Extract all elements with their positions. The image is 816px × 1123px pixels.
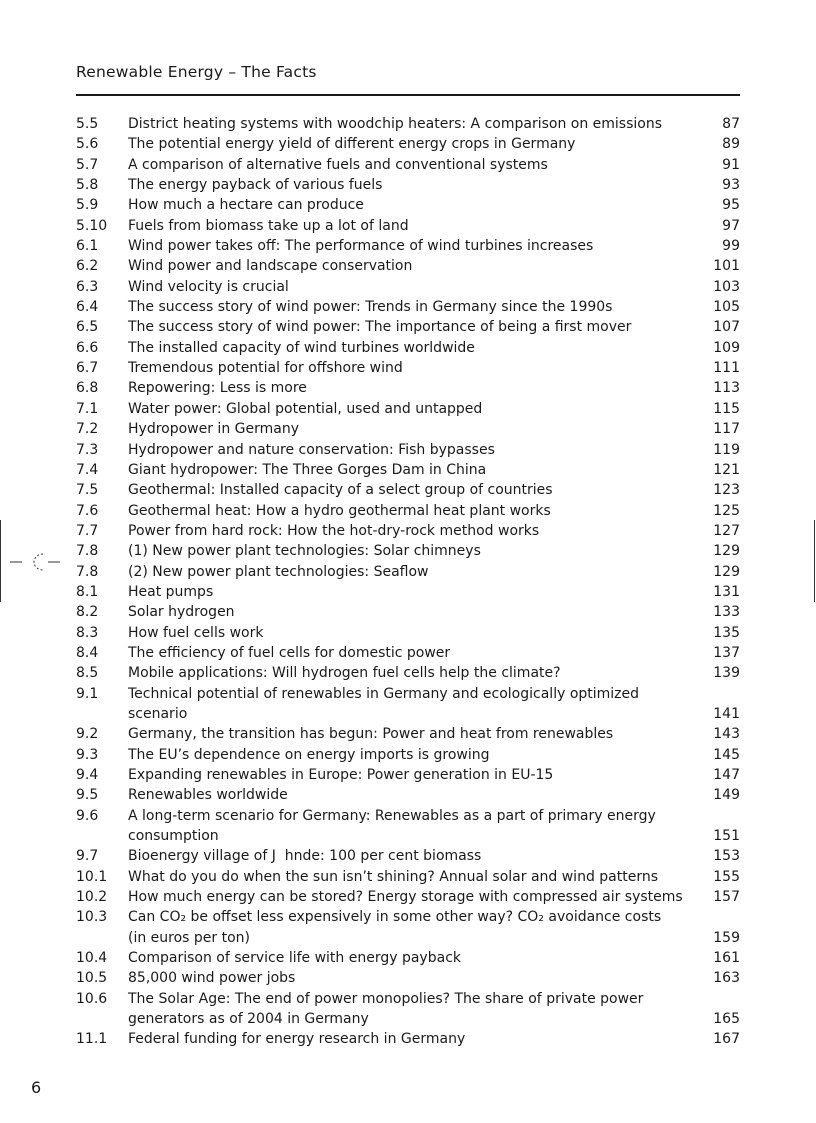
toc-entry-page: 163 (713, 970, 740, 987)
toc-entry[interactable] (76, 704, 740, 724)
toc-entry-title: Geothermal heat: How a hydro geothermal heat plant works (128, 502, 551, 519)
toc-entry-page: 147 (713, 767, 740, 783)
toc-entry[interactable] (76, 724, 740, 744)
toc-entry-title: Bioenergy village of J hnde: 100 per cent biomass (128, 848, 482, 865)
toc-entry-number: 6.5 (76, 319, 99, 336)
toc-entry-title: The installed capacity of wind turbines worldwide (128, 339, 475, 356)
toc-entry[interactable] (76, 928, 740, 948)
toc-entry-page: 129 (713, 543, 740, 560)
toc-entry-title: Technical potential of renewables in Germany and ecologically optimized (128, 685, 640, 702)
toc-entry-number: 8.2 (76, 604, 99, 621)
running-head: Renewable Energy – The Facts (76, 63, 317, 81)
toc-entry[interactable] (76, 358, 740, 378)
toc-entry[interactable] (76, 378, 740, 398)
toc-entry-number: 5.7 (76, 156, 99, 173)
toc-entry-title: Wind power takes off: The performance of wind turbines increases (128, 238, 594, 255)
toc-entry-number: 10.6 (76, 990, 108, 1007)
toc-entry-title: scenario (128, 705, 188, 722)
toc-entry[interactable] (76, 175, 740, 195)
toc-entry-number: 6.2 (76, 258, 99, 275)
toc-entry-title: The energy payback of various fuels (128, 177, 383, 194)
table-of-contents (76, 114, 740, 1050)
toc-entry-title: Mobile applications: Will hydrogen fuel cells help the climate? (128, 665, 561, 682)
toc-entry-page: 137 (713, 644, 740, 661)
toc-entry-page: 115 (713, 400, 740, 417)
toc-entry-title: consumption (128, 828, 219, 845)
toc-entry-title: Wind velocity is crucial (128, 278, 289, 295)
toc-entry[interactable] (76, 216, 740, 236)
toc-entry[interactable] (76, 155, 740, 175)
toc-entry-title: The efficiency of fuel cells for domestic power (128, 644, 451, 661)
toc-entry-page: 139 (713, 665, 740, 682)
toc-entry-title: Tremendous potential for offshore wind (128, 360, 403, 377)
toc-entry-number: 7.3 (76, 441, 99, 458)
toc-entry-page: 145 (713, 746, 740, 763)
toc-entry[interactable] (76, 236, 740, 256)
toc-entry-number: 6.1 (76, 238, 99, 255)
toc-entry[interactable] (76, 765, 740, 785)
toc-entry-page: 143 (713, 726, 740, 743)
toc-entry[interactable] (76, 277, 740, 297)
toc-entry-page: 117 (713, 421, 740, 438)
toc-entry-page: 129 (713, 563, 740, 580)
toc-entry-page: 159 (713, 929, 740, 946)
toc-entry-number (76, 704, 128, 724)
toc-entry-title: Repowering: Less is more (128, 380, 307, 397)
toc-entry-title: 85,000 wind power jobs (128, 970, 296, 987)
toc-entry[interactable] (76, 134, 740, 154)
toc-entry-page: 105 (713, 299, 740, 316)
toc-entry-title: Renewables worldwide (128, 787, 288, 804)
toc-entry-number: 9.1 (76, 685, 99, 702)
toc-entry-page: 167 (713, 1031, 740, 1048)
toc-entry-title: How much energy can be stored? Energy storage with compressed air systems (128, 889, 683, 906)
toc-entry[interactable] (76, 480, 740, 500)
toc-entry-number: 7.5 (76, 482, 99, 499)
toc-entry[interactable] (76, 887, 740, 907)
toc-entry-title: Power from hard rock: How the hot-dry-rock method works (128, 522, 540, 539)
toc-entry-number: 6.6 (76, 339, 99, 356)
toc-entry[interactable] (76, 684, 740, 704)
toc-entry[interactable] (76, 643, 740, 663)
toc-entry[interactable] (76, 663, 740, 683)
toc-entry[interactable] (76, 968, 740, 988)
toc-entry-title: Comparison of service life with energy payback (128, 950, 461, 967)
toc-entry[interactable] (76, 1029, 740, 1049)
toc-entry-number: 6.7 (76, 360, 99, 377)
toc-entry-page: 95 (722, 197, 740, 214)
crop-mark-right (814, 520, 815, 602)
toc-entry[interactable] (76, 989, 740, 1009)
toc-entry-page: 161 (713, 950, 740, 967)
toc-entry-page: 89 (722, 136, 740, 153)
toc-entry-number: 6.3 (76, 278, 99, 295)
toc-entry-title: Solar hydrogen (128, 604, 235, 621)
toc-entry-title: How fuel cells work (128, 624, 264, 641)
toc-entry[interactable] (76, 785, 740, 805)
toc-entry-number: 9.5 (76, 787, 99, 804)
toc-entry-number: 7.2 (76, 421, 99, 438)
toc-entry-title: Expanding renewables in Europe: Power generation in EU-15 (128, 767, 554, 783)
toc-entry[interactable] (76, 440, 740, 460)
toc-entry-title: A long-term scenario for Germany: Renewables as a part of primary energy (128, 807, 656, 824)
toc-entry-number: 9.3 (76, 746, 99, 763)
toc-entry-page: 113 (713, 380, 740, 397)
toc-entry[interactable] (76, 399, 740, 419)
toc-entry-number: 5.10 (76, 217, 108, 234)
toc-entry-page (690, 907, 740, 927)
toc-entry-page: 121 (713, 461, 740, 478)
toc-entry-number: 7.4 (76, 461, 99, 478)
toc-entry[interactable] (76, 460, 740, 480)
toc-entry-title: The potential energy yield of different energy crops in Germany (128, 136, 576, 153)
toc-entry-page: 165 (713, 1011, 740, 1028)
toc-entry-page: 103 (713, 278, 740, 295)
toc-entry-title: Hydropower and nature conservation: Fish bypasses (128, 441, 495, 458)
toc-entry-page: 135 (713, 624, 740, 641)
toc-entry-number: 6.8 (76, 380, 99, 397)
toc-entry-page: 141 (713, 705, 740, 722)
crop-mark-left (0, 520, 1, 602)
toc-entry-title: Geothermal: Installed capacity of a select group of countries (128, 482, 553, 499)
toc-entry-number: 9.2 (76, 726, 99, 743)
toc-entry-page: 119 (713, 441, 740, 458)
toc-entry-page: 87 (722, 116, 740, 132)
toc-entry[interactable] (76, 826, 740, 846)
toc-entry-title: Hydropower in Germany (128, 421, 299, 438)
toc-entry-title: Can CO₂ be offset less expensively in some other way? CO₂ avoidance costs (128, 909, 662, 926)
toc-entry-number: 9.6 (76, 807, 99, 824)
toc-entry-number (76, 1009, 128, 1029)
toc-entry-number: 10.1 (76, 868, 108, 885)
toc-entry-title: A comparison of alternative fuels and conventional systems (128, 156, 548, 173)
toc-entry-title: How much a hectare can produce (128, 197, 364, 214)
toc-entry[interactable] (76, 582, 740, 602)
toc-entry-title: What do you do when the sun isn’t shining? Annual solar and wind patterns (128, 868, 659, 885)
toc-entry[interactable] (76, 846, 740, 866)
registration-mark-icon (10, 547, 60, 577)
toc-entry-number: 5.5 (76, 116, 99, 132)
toc-entry-page: 157 (713, 889, 740, 906)
toc-entry[interactable] (76, 521, 740, 541)
toc-entry[interactable] (76, 338, 740, 358)
toc-entry-title: District heating systems with woodchip heaters: A comparison on emissions (128, 116, 663, 132)
toc-entry-number: 8.5 (76, 665, 99, 682)
toc-entry-page: 151 (713, 828, 740, 845)
toc-entry-title: Heat pumps (128, 583, 214, 600)
toc-entry-number: 5.6 (76, 136, 99, 153)
toc-entry[interactable] (76, 745, 740, 765)
toc-entry[interactable] (76, 562, 740, 582)
toc-entry-page (690, 806, 740, 826)
toc-entry-number (76, 826, 128, 846)
toc-entry-page: 97 (722, 217, 740, 234)
toc-entry[interactable] (76, 114, 740, 134)
toc-entry-title: (2) New power plant technologies: Seaflow (128, 563, 429, 580)
toc-entry-number: 11.1 (76, 1031, 108, 1048)
toc-entry-page: 99 (722, 238, 740, 255)
toc-entry[interactable] (76, 501, 740, 521)
page-number: 6 (31, 1078, 42, 1097)
toc-entry-page: 125 (713, 502, 740, 519)
toc-entry[interactable] (76, 541, 740, 561)
toc-entry-page: 133 (713, 604, 740, 621)
toc-entry-number: 10.2 (76, 889, 108, 906)
header-rule (76, 94, 740, 96)
toc-entry-title: The Solar Age: The end of power monopolies? The share of private power (128, 990, 644, 1007)
toc-entry-page: 91 (722, 156, 740, 173)
toc-entry[interactable] (76, 317, 740, 337)
toc-entry-title: The success story of wind power: Trends in Germany since the 1990s (128, 299, 613, 316)
toc-entry-page (690, 684, 740, 704)
toc-entry-title: (in euros per ton) (128, 929, 251, 946)
toc-entry-title: Fuels from biomass take up a lot of land (128, 217, 409, 234)
toc-entry-number: 7.7 (76, 522, 99, 539)
toc-entry-page: 155 (713, 868, 740, 885)
toc-entry[interactable] (76, 602, 740, 622)
toc-entry-title: Wind power and landscape conservation (128, 258, 413, 275)
toc-entry[interactable] (76, 1009, 740, 1029)
toc-entry-number: 6.4 (76, 299, 99, 316)
toc-entry-page: 153 (713, 848, 740, 865)
toc-entry[interactable] (76, 948, 740, 968)
toc-entry-page: 131 (713, 583, 740, 600)
toc-entry-title: (1) New power plant technologies: Solar chimneys (128, 543, 481, 560)
toc-entry-number: 10.4 (76, 950, 108, 967)
toc-entry[interactable] (76, 806, 740, 826)
toc-entry-number: 8.4 (76, 644, 99, 661)
toc-entry-number: 7.1 (76, 400, 99, 417)
toc-entry-page: 109 (713, 339, 740, 356)
toc-entry[interactable] (76, 256, 740, 276)
toc-entry[interactable] (76, 195, 740, 215)
toc-entry[interactable] (76, 623, 740, 643)
toc-entry-number: 9.7 (76, 848, 99, 865)
toc-entry-number: 8.3 (76, 624, 99, 641)
toc-entry-number: 7.6 (76, 502, 99, 519)
toc-entry-page: 101 (713, 258, 740, 275)
toc-entry-title: The success story of wind power: The importance of being a first mover (128, 319, 632, 336)
toc-entry-number: 9.4 (76, 767, 99, 783)
toc-entry-number: 8.1 (76, 583, 99, 600)
toc-entry-page: 127 (713, 522, 740, 539)
toc-entry[interactable] (76, 907, 740, 927)
toc-entry[interactable] (76, 867, 740, 887)
toc-entry[interactable] (76, 419, 740, 439)
toc-entry-title: Federal funding for energy research in Germany (128, 1031, 466, 1048)
toc-entry-title: generators as of 2004 in Germany (128, 1011, 369, 1028)
toc-entry-page: 107 (713, 319, 740, 336)
toc-entry-page: 149 (713, 787, 740, 804)
toc-entry-page (690, 989, 740, 1009)
toc-entry-number: 10.5 (76, 970, 108, 987)
toc-entry-number: 7.8 (76, 543, 99, 560)
toc-entry-number: 7.8 (76, 563, 99, 580)
toc-entry-page: 93 (722, 177, 740, 194)
toc-entry-page: 111 (713, 360, 740, 377)
toc-entry-number: 5.9 (76, 197, 99, 214)
toc-entry-title: Water power: Global potential, used and untapped (128, 400, 483, 417)
toc-entry[interactable] (76, 297, 740, 317)
toc-entry-number: 10.3 (76, 909, 108, 926)
toc-entry-title: Germany, the transition has begun: Power and heat from renewables (128, 726, 614, 743)
toc-entry-title: Giant hydropower: The Three Gorges Dam in China (128, 461, 487, 478)
toc-entry-title: The EU’s dependence on energy imports is growing (128, 746, 490, 763)
toc-entry-number (76, 928, 128, 948)
toc-entry-number: 5.8 (76, 177, 99, 194)
toc-entry-page: 123 (713, 482, 740, 499)
